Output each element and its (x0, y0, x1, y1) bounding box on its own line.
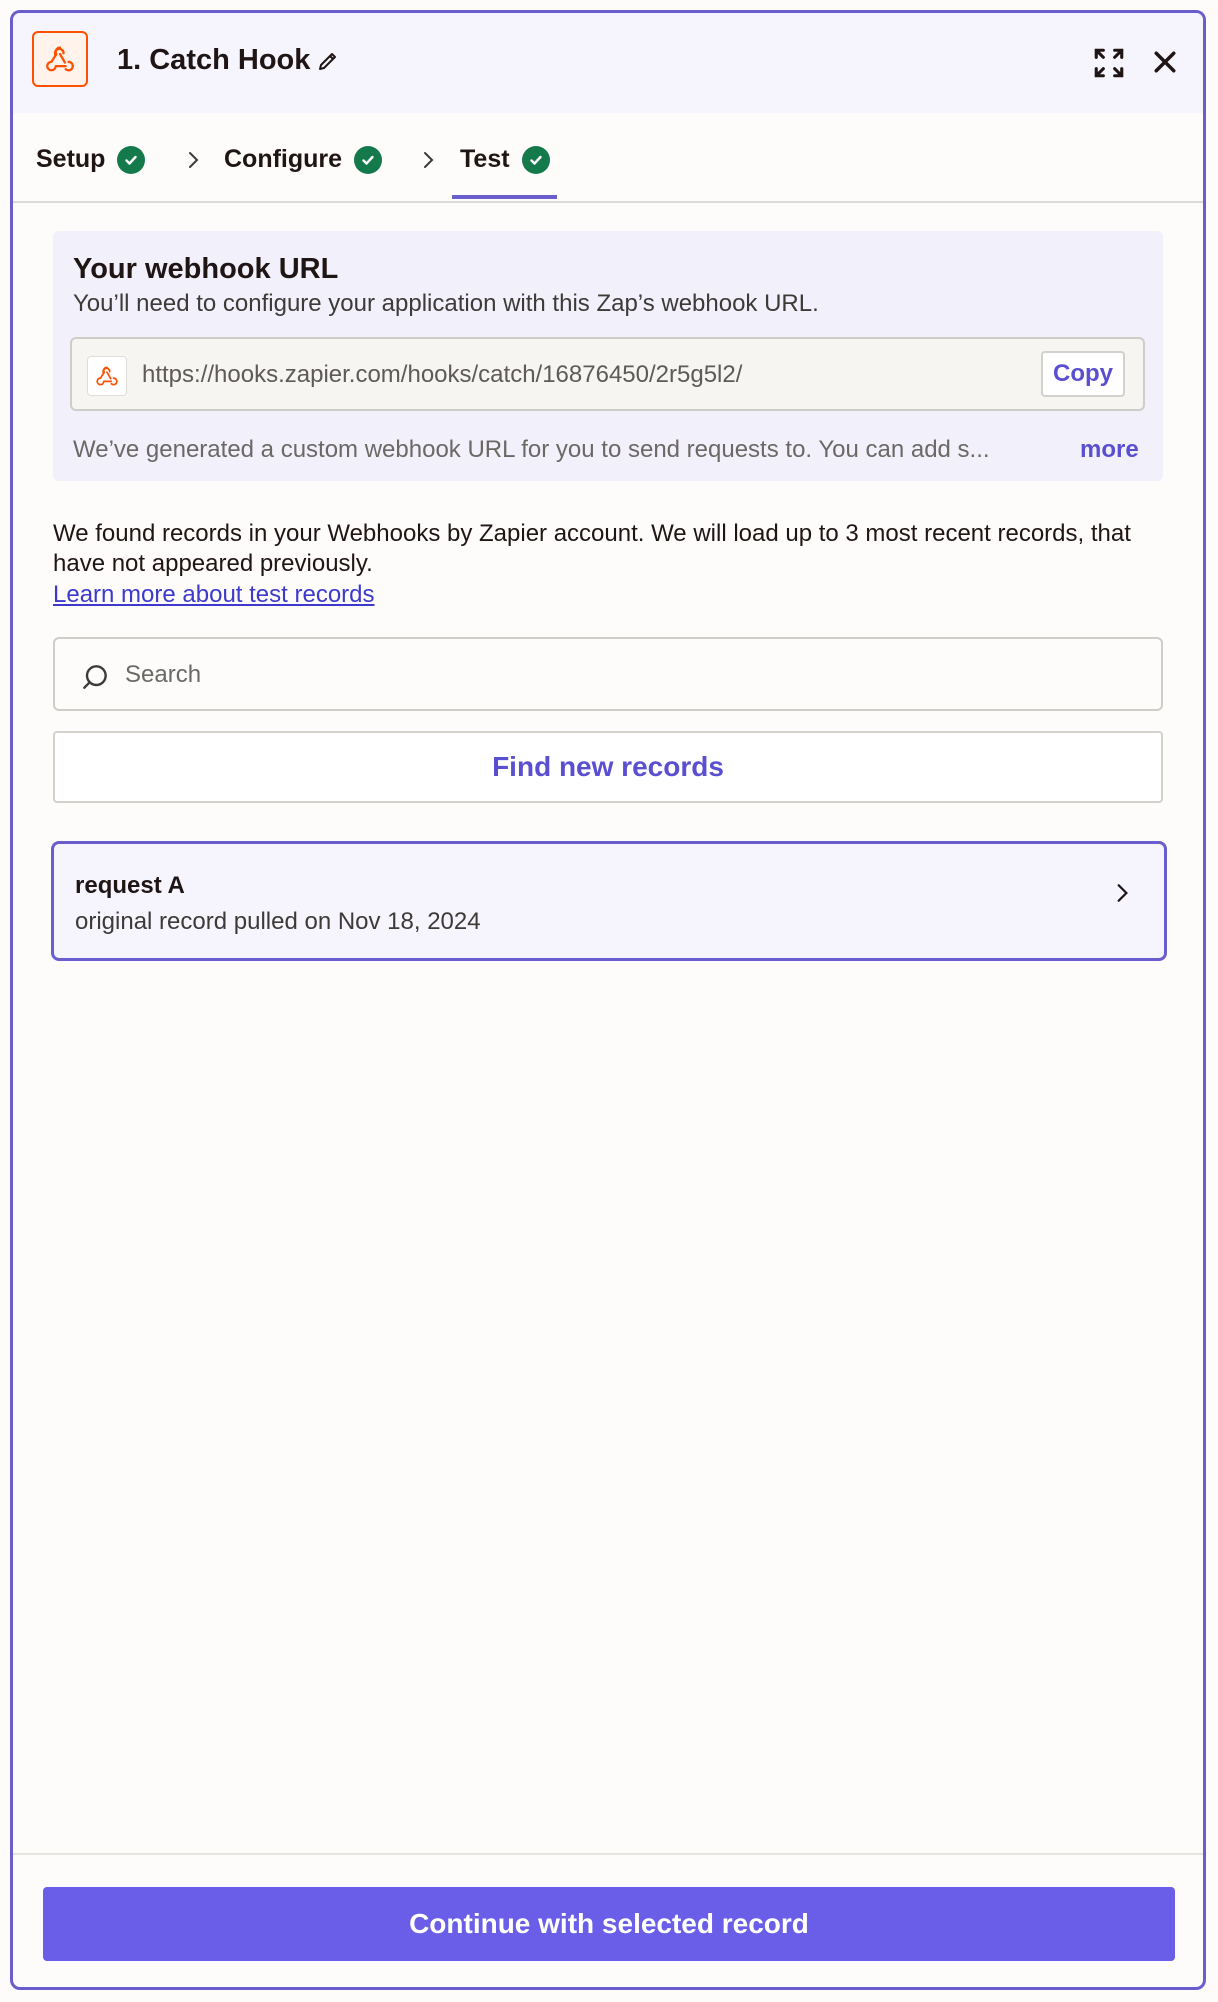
records-info-text: We found records in your Webhooks by Zapier account. We will load up to 3 most recent records, that have not appeared previously. (53, 520, 1131, 577)
search-placeholder: Search (125, 661, 202, 688)
chevron-right-icon (418, 148, 438, 177)
tab-label: Test (460, 145, 510, 173)
active-tab-indicator (452, 195, 557, 199)
tab-configure[interactable] (224, 145, 382, 174)
close-icon[interactable] (1150, 47, 1180, 82)
chevron-right-icon (183, 148, 203, 177)
webhook-url-section (53, 231, 1163, 481)
step-panel (10, 10, 1206, 1990)
webhook-url-title: Your webhook URL (73, 253, 339, 285)
more-link[interactable]: more (1080, 436, 1139, 463)
webhook-url-subtitle: You’ll need to configure your application with this Zap’s webhook URL. (73, 290, 819, 317)
search-input[interactable] (53, 637, 1163, 711)
check-circle-icon (117, 146, 145, 174)
record-item[interactable] (51, 841, 1167, 961)
chevron-right-icon (1111, 878, 1133, 913)
webhook-url-text[interactable]: https://hooks.zapier.com/hooks/catch/16876450/2r5g5l2/ (142, 361, 743, 388)
tab-label: Configure (224, 145, 343, 173)
tab-setup[interactable] (36, 145, 145, 174)
check-circle-icon (522, 146, 550, 174)
find-new-records-button[interactable]: Find new records (53, 731, 1163, 803)
search-icon (79, 661, 111, 698)
record-subtitle: original record pulled on Nov 18, 2024 (75, 908, 481, 935)
step-tabs (13, 113, 1203, 203)
tab-test[interactable] (460, 145, 550, 174)
step-title: 1. Catch Hook (117, 44, 311, 76)
continue-button[interactable]: Continue with selected record (43, 1887, 1175, 1961)
record-title: request A (75, 872, 185, 899)
webhook-url-note: We’ve generated a custom webhook URL for you to send requests to. You can add s... (73, 436, 990, 463)
webhook-icon (87, 356, 127, 396)
learn-more-link[interactable]: Learn more about test records (53, 581, 375, 608)
footer-divider (13, 1853, 1203, 1855)
webhook-url-field[interactable] (70, 337, 1145, 411)
copy-button[interactable]: Copy (1041, 351, 1125, 397)
webhook-icon (32, 31, 88, 87)
expand-icon[interactable] (1092, 46, 1126, 85)
panel-header (13, 13, 1203, 113)
pencil-icon[interactable] (316, 49, 340, 78)
tab-label: Setup (36, 145, 106, 173)
check-circle-icon (354, 146, 382, 174)
